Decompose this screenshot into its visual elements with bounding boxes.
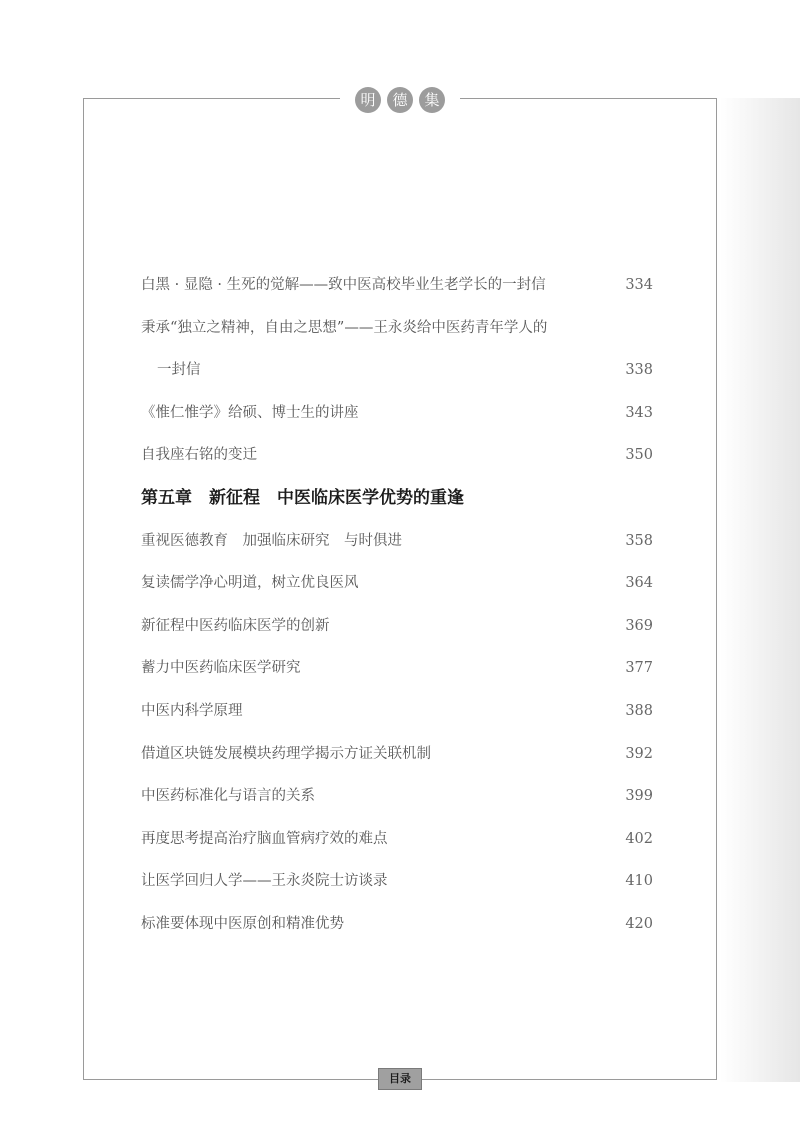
toc-entry-title: 秉承“独立之精神，自由之思想”——王永炎给中医药青年学人的 bbox=[141, 319, 548, 336]
toc-entry[interactable] bbox=[141, 696, 653, 739]
toc-entry-page: 364 bbox=[625, 575, 653, 592]
toc-entry-page: 410 bbox=[625, 873, 653, 890]
toc-entry[interactable] bbox=[141, 866, 653, 909]
toc-entry[interactable] bbox=[141, 398, 653, 441]
header-seal bbox=[340, 86, 460, 114]
toc-entry-title: 复读儒学净心明道，树立优良医风 bbox=[141, 575, 359, 592]
toc-entry-continuation[interactable] bbox=[141, 355, 653, 398]
toc-entry-page: 358 bbox=[625, 532, 653, 549]
toc-entry[interactable] bbox=[141, 781, 653, 824]
chapter-heading[interactable]: 第五章 新征程 中医临床医学优势的重逢 bbox=[141, 487, 464, 508]
toc-entry-title: 借道区块链发展模块药理学揭示方证关联机制 bbox=[141, 745, 431, 762]
toc-entry-page: 399 bbox=[625, 788, 653, 805]
toc-entry-page: 343 bbox=[625, 404, 653, 421]
toc-entry[interactable] bbox=[141, 440, 653, 483]
toc-entry[interactable] bbox=[141, 824, 653, 867]
toc-entry-title: 重视医德教育 加强临床研究 与时俱进 bbox=[141, 532, 402, 549]
toc-entry-title: 蓄力中医药临床医学研究 bbox=[141, 660, 301, 677]
toc-entry-page: 392 bbox=[625, 745, 653, 762]
toc-entry[interactable] bbox=[141, 526, 653, 569]
footer-section-label: 目录 bbox=[378, 1068, 422, 1090]
toc-entry[interactable] bbox=[141, 739, 653, 782]
toc-entry-page: 334 bbox=[625, 277, 653, 293]
toc-entry-page: 338 bbox=[625, 362, 653, 379]
toc-entry-title: 《惟仁惟学》给硕、博士生的讲座 bbox=[141, 404, 359, 421]
seal-char: 明 bbox=[355, 87, 381, 113]
toc-entry-page: 350 bbox=[625, 447, 653, 464]
toc-entry-title: 白黑 · 显隐 · 生死的觉解——致中医高校毕业生老学长的一封信 bbox=[141, 277, 546, 293]
toc-entry-title: 新征程中医药临床医学的创新 bbox=[141, 617, 330, 634]
toc-entry-page: 420 bbox=[625, 915, 653, 932]
toc-entry[interactable] bbox=[141, 909, 653, 952]
toc-entry-title: 中医内科学原理 bbox=[141, 702, 243, 719]
toc-entry-page: 369 bbox=[625, 617, 653, 634]
toc-entry-page: 388 bbox=[625, 702, 653, 719]
toc-entry[interactable] bbox=[141, 611, 653, 654]
page-edge-shadow bbox=[720, 98, 800, 1082]
toc-entry[interactable] bbox=[141, 270, 653, 313]
seal-char: 德 bbox=[387, 87, 413, 113]
toc-entry-title: 标准要体现中医原创和精准优势 bbox=[141, 915, 344, 932]
toc-entry-title: 再度思考提高治疗脑血管病疗效的难点 bbox=[141, 830, 388, 847]
toc-entry-title: 让医学回归人学——王永炎院士访谈录 bbox=[141, 873, 388, 890]
toc-entry-title: 自我座右铭的变迁 bbox=[141, 447, 257, 464]
toc-entry-page: 377 bbox=[625, 660, 653, 677]
toc-entry-title: 一封信 bbox=[157, 362, 201, 379]
toc-entry[interactable] bbox=[141, 653, 653, 696]
toc-entry-page: 402 bbox=[625, 830, 653, 847]
seal-char: 集 bbox=[419, 87, 445, 113]
toc-entry[interactable] bbox=[141, 568, 653, 611]
table-of-contents bbox=[141, 270, 653, 952]
toc-entry[interactable] bbox=[141, 313, 653, 356]
toc-entry-title: 中医药标准化与语言的关系 bbox=[141, 788, 315, 805]
